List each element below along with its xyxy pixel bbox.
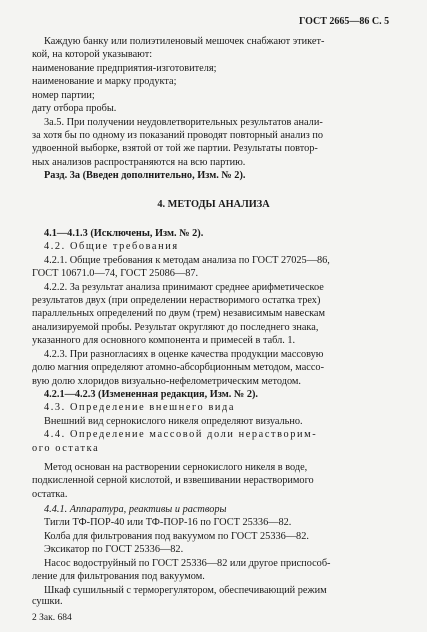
section-heading: 4. МЕТОДЫ АНАЛИЗА: [157, 199, 270, 210]
list-item: номер партии;: [32, 89, 95, 101]
paragraph-line: долю магния определяют атомно-абсорбционным методом, массо-: [32, 362, 325, 373]
subsection-heading: 4.2. Общие требования: [44, 241, 179, 253]
paragraph-line: ГОСТ 10671.0—74, ГОСТ 25086—87.: [32, 268, 199, 280]
paragraph-line: Колба для фильтрования под вакуумом по ГОСТ 25336—82.: [44, 530, 309, 542]
paragraph-line: 4.2.1. Общие требования к методам анализа по ГОСТ 27025—86,: [44, 254, 330, 266]
paragraph-line: анализируемой пробы. Результат округляют до последнего знака,: [32, 321, 319, 333]
paragraph-line: остатка.: [32, 488, 68, 500]
paragraph-line: 4.2.3. При разногласиях в оценке качества продукции массовую: [44, 348, 324, 360]
paragraph-line: кой, на которой указывают:: [32, 49, 153, 61]
list-item: дату отбора пробы.: [32, 103, 117, 115]
paragraph-line: подкисленной серной кислотой, и взвешивании нерастворимого: [32, 475, 314, 487]
paragraph-line: Шкаф сушильный с терморегулятором, обеспечивающий режим: [44, 584, 327, 596]
paragraph-line: результатов двух (при определении нерастворимого остатка трех): [32, 294, 321, 306]
paragraph-line: Насос водоструйный по ГОСТ 25336—82 или другое приспособ-: [44, 557, 331, 569]
paragraph-line: Внешний вид сернокислого никеля определяют визуально.: [44, 415, 303, 427]
amendment-note: Разд. 3а (Введен дополнительно, Изм. № 2).: [44, 170, 246, 182]
list-item: наименование предприятия-изготовителя;: [32, 62, 217, 74]
paragraph-line: Каждую банку или полиэтиленовый мешочек снабжают этикет-: [44, 36, 325, 47]
paragraph-line: удвоенной выборке, взятой от той же партии. Результаты повтор-: [32, 143, 318, 155]
paragraph-line: Эксикатор по ГОСТ 25336—82.: [44, 544, 184, 556]
paragraph-line: Метод основан на растворении сернокислого никеля в воде,: [44, 461, 308, 473]
paragraph-line: вую долю хлоридов визуально-нефелометрическим методом.: [32, 375, 301, 387]
amendment-note: 4.2.1—4.2.3 (Измененная редакция, Изм. № 2).: [44, 388, 259, 400]
paragraph-line: ных анализов распространяются на всю партию.: [32, 156, 246, 168]
paragraph-line: Тигли ТФ-ПОР-40 или ТФ-ПОР-16 по ГОСТ 25336—82.: [44, 517, 292, 529]
paragraph-line: ление для фильтрования под вакуумом.: [32, 571, 205, 583]
running-header: ГОСТ 2665—86 С. 5: [299, 16, 390, 27]
list-item: наименование и марку продукта;: [32, 76, 177, 88]
subsection-heading: ого остатка: [32, 442, 100, 454]
paragraph-line: параллельных определений по двум (трем) независимым навескам: [32, 308, 325, 320]
paragraph-line: за хотя бы по одному из показаний проводят повторный анализ по: [32, 130, 324, 141]
subsection-heading: 4.4.1. Аппаратура, реактивы и растворы: [44, 503, 227, 515]
subsection-heading: 4.3. Определение внешнего вида: [44, 402, 236, 414]
amendment-note: 4.1—4.1.3 (Исключены, Изм. № 2).: [44, 227, 204, 239]
paragraph-line: указанного для основного компонента и примесей в табл. 1.: [32, 335, 296, 347]
subsection-heading: 4.4. Определение массовой доли нерастворим-: [44, 429, 318, 441]
paragraph-line: 4.2.2. За результат анализа принимают среднее арифметическое: [44, 281, 324, 293]
footer-note: 2 Зак. 684: [32, 613, 72, 623]
paragraph-line: сушки.: [32, 596, 63, 607]
paragraph-line: 3а.5. При получении неудовлетворительных результатов анали-: [44, 116, 323, 128]
